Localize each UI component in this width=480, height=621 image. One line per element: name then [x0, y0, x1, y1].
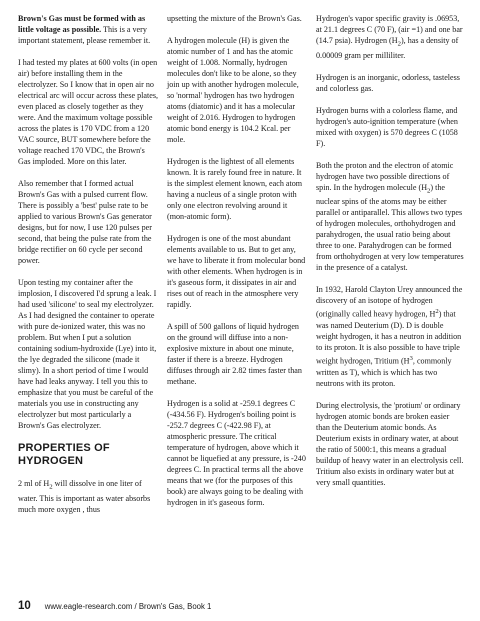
paragraph: [316, 13, 464, 61]
subscript: 2: [397, 40, 401, 48]
paragraph: A spill of 500 gallons of liquid hydrogen on the ground will diffuse into a non-explosive mixture in about one minute, faster if there is a breeze. Hydrogen diffuses through air 2.82 times faster than methane.: [167, 322, 302, 386]
paragraph: A hydrogen molecule (H) is given the atomic number of 1 and has the atomic weight of 1.008. Normally, hydrogen molecules don't like to be alone, so they join up with another hydrogen molecule, so 'normal' hydrogen has two hydrogen atoms (diatomic) and it has a molecular weight of 2.016. Hydrogen to hydrogen atomic bond energy is 104.2 Kcal. per mole.: [167, 36, 299, 144]
paragraph-text: will dissolve in one liter of water. This is important as water absorbs much more oxygen , thus: [18, 479, 151, 514]
paragraph: Upon testing my container after the implosion, I discovered I'd sprung a leak. I had used 'silicone' to seal my electrolyzer. As I had designed the container to operate with pure de-ionized water, this was no problem. But when I put a solution containing sodium-hydroxide (Lye) into it, the lye degraded the silicone (made it slimy). In a short period of time I would have had leaks anyway. I tell you this to emphasize that you must be careful of the materials you use in constructing any electrolyzer but most particularly a Brown's Gas electrolyzer.: [18, 278, 157, 430]
paragraph-text: ) the nuclear spins of the atoms may be either parallel or antiparallel. This allows two types of hydrogen molecules, orthohydrogen and parahydrogen, the usual ratio being about three to one. Parahydrogen can be formed from orthohydrogen at very low temperatures in the presence of a catalyst.: [316, 182, 464, 273]
section-heading: PROPERTIES OF HYDROGEN: [18, 442, 110, 467]
paragraph-text: Hydrogen's vapor specific gravity is .06953, at 21.1 degrees C (70 F), (air =1) and one bar (14.7 psia). Hydrogen (H: [316, 14, 463, 45]
paragraph: Hydrogen is an inorganic, odorless, tasteless and colorless gas.: [316, 72, 460, 93]
paragraph: upsetting the mixture of the Brown's Gas.: [167, 14, 302, 23]
page-number: 10: [18, 600, 31, 612]
paragraph: I had tested my plates at 600 volts (in open air) before installing them in the electrolyzer. So I know that in open air no electrical arc will occur across these plates, even placed as closely together as they were. And the maximum voltage possible across the plates is 170 VDC from a 120 VAC source, BUT somewhere before the voltage reached 170 VDC, the Brown's Gas imploded. More on this later.: [18, 58, 158, 166]
paragraph: [18, 478, 158, 515]
superscript: 3: [409, 354, 413, 362]
paragraph: Also remember that I formed actual Brown's Gas with a pulsed current flow. There is possibly a 'best' pulse rate to be applied to various Brown's Gas generator designs, but for now, I use 120 pulses per second, that being the pulse rate from the bridge rectifier on 60 cycle per second power.: [18, 179, 152, 265]
paragraph-text: This is a very important statement, please remember it.: [18, 25, 151, 45]
column-1: [18, 13, 158, 526]
paragraph-text: In 1932, Harold Clayton Urey announced the discovery of an isotope of hydrogen (originally called heavy hydrogen, H: [316, 285, 463, 319]
paragraph-text: Both the proton and the electron of atomic hydrogen have two possible directions of spin. In the hydrogen molecule (H: [316, 160, 454, 192]
subscript: 2: [49, 483, 53, 491]
paragraph: Hydrogen burns with a colorless flame, and hydrogen's auto-ignition temperature (when mixed with oxygen) is 570 degrees C (1058 F).: [316, 105, 458, 148]
emphasis-text: Brown's Gas must be formed with as little voltage as possible.: [18, 14, 146, 34]
paragraph: [316, 160, 464, 274]
superscript: 2: [435, 308, 439, 316]
page-footer: [18, 600, 211, 612]
paragraph: Hydrogen is a solid at -259.1 degrees C (-434.56 F). Hydrogen's boiling point is -252.7 degrees C (-422.98 F), at atmospheric pressure. The critical temperature of hydrogen, above which it cannot be liquefied at any pressure, is -240 degrees C. In practical terms all the above means that we (for the purposes of this book) are always going to be dealing with hydrogen in it's gaseous form.: [167, 399, 306, 507]
paragraph: [18, 13, 158, 46]
column-3: [316, 13, 464, 499]
footer-source: www.eagle-research.com / Brown's Gas, Book 1: [44, 602, 212, 611]
subscript: 2: [427, 187, 431, 195]
paragraph-text: 2 ml of H: [18, 479, 50, 488]
paragraph-text: ) that was named Deuterium (D). D is double weight hydrogen, it has a neutron in addition to its proton. It is also possible to have triple weight hydrogen, Tritium (H: [316, 309, 462, 366]
paragraph-text: , commonly written as T), which is which has two neutrons with its proton.: [316, 356, 452, 388]
column-2: [167, 13, 307, 519]
paragraph: Hydrogen is the lightest of all elements known. It is rarely found free in nature. It is the simplest element known, each atom having a nucleus of a single proton with only one electron revolving around it (mon-atomic form).: [167, 157, 303, 221]
paragraph: Hydrogen is one of the most abundant elements available to us. But to get any, we have to liberate it from molecular bond with other elements. When hydrogen is in it's gaseous form, it dissipates in air and rises out of reach in the atmosphere very rapidly.: [167, 234, 306, 309]
paragraph-text: ), has a density of 0.00009 gram per milliliter.: [316, 36, 459, 60]
paragraph: During electrolysis, the 'protium' or ordinary hydrogen atomic bonds are broken easier than the Deuterium atomic bonds. As Deuterium exists in ordinary water, at about the ratio of 5000:1, this means a gradual buildup of heavy water in an electrolysis cell. Tritium also exists in ordinary water but at very small quantities.: [316, 400, 464, 487]
paragraph: [316, 284, 464, 388]
